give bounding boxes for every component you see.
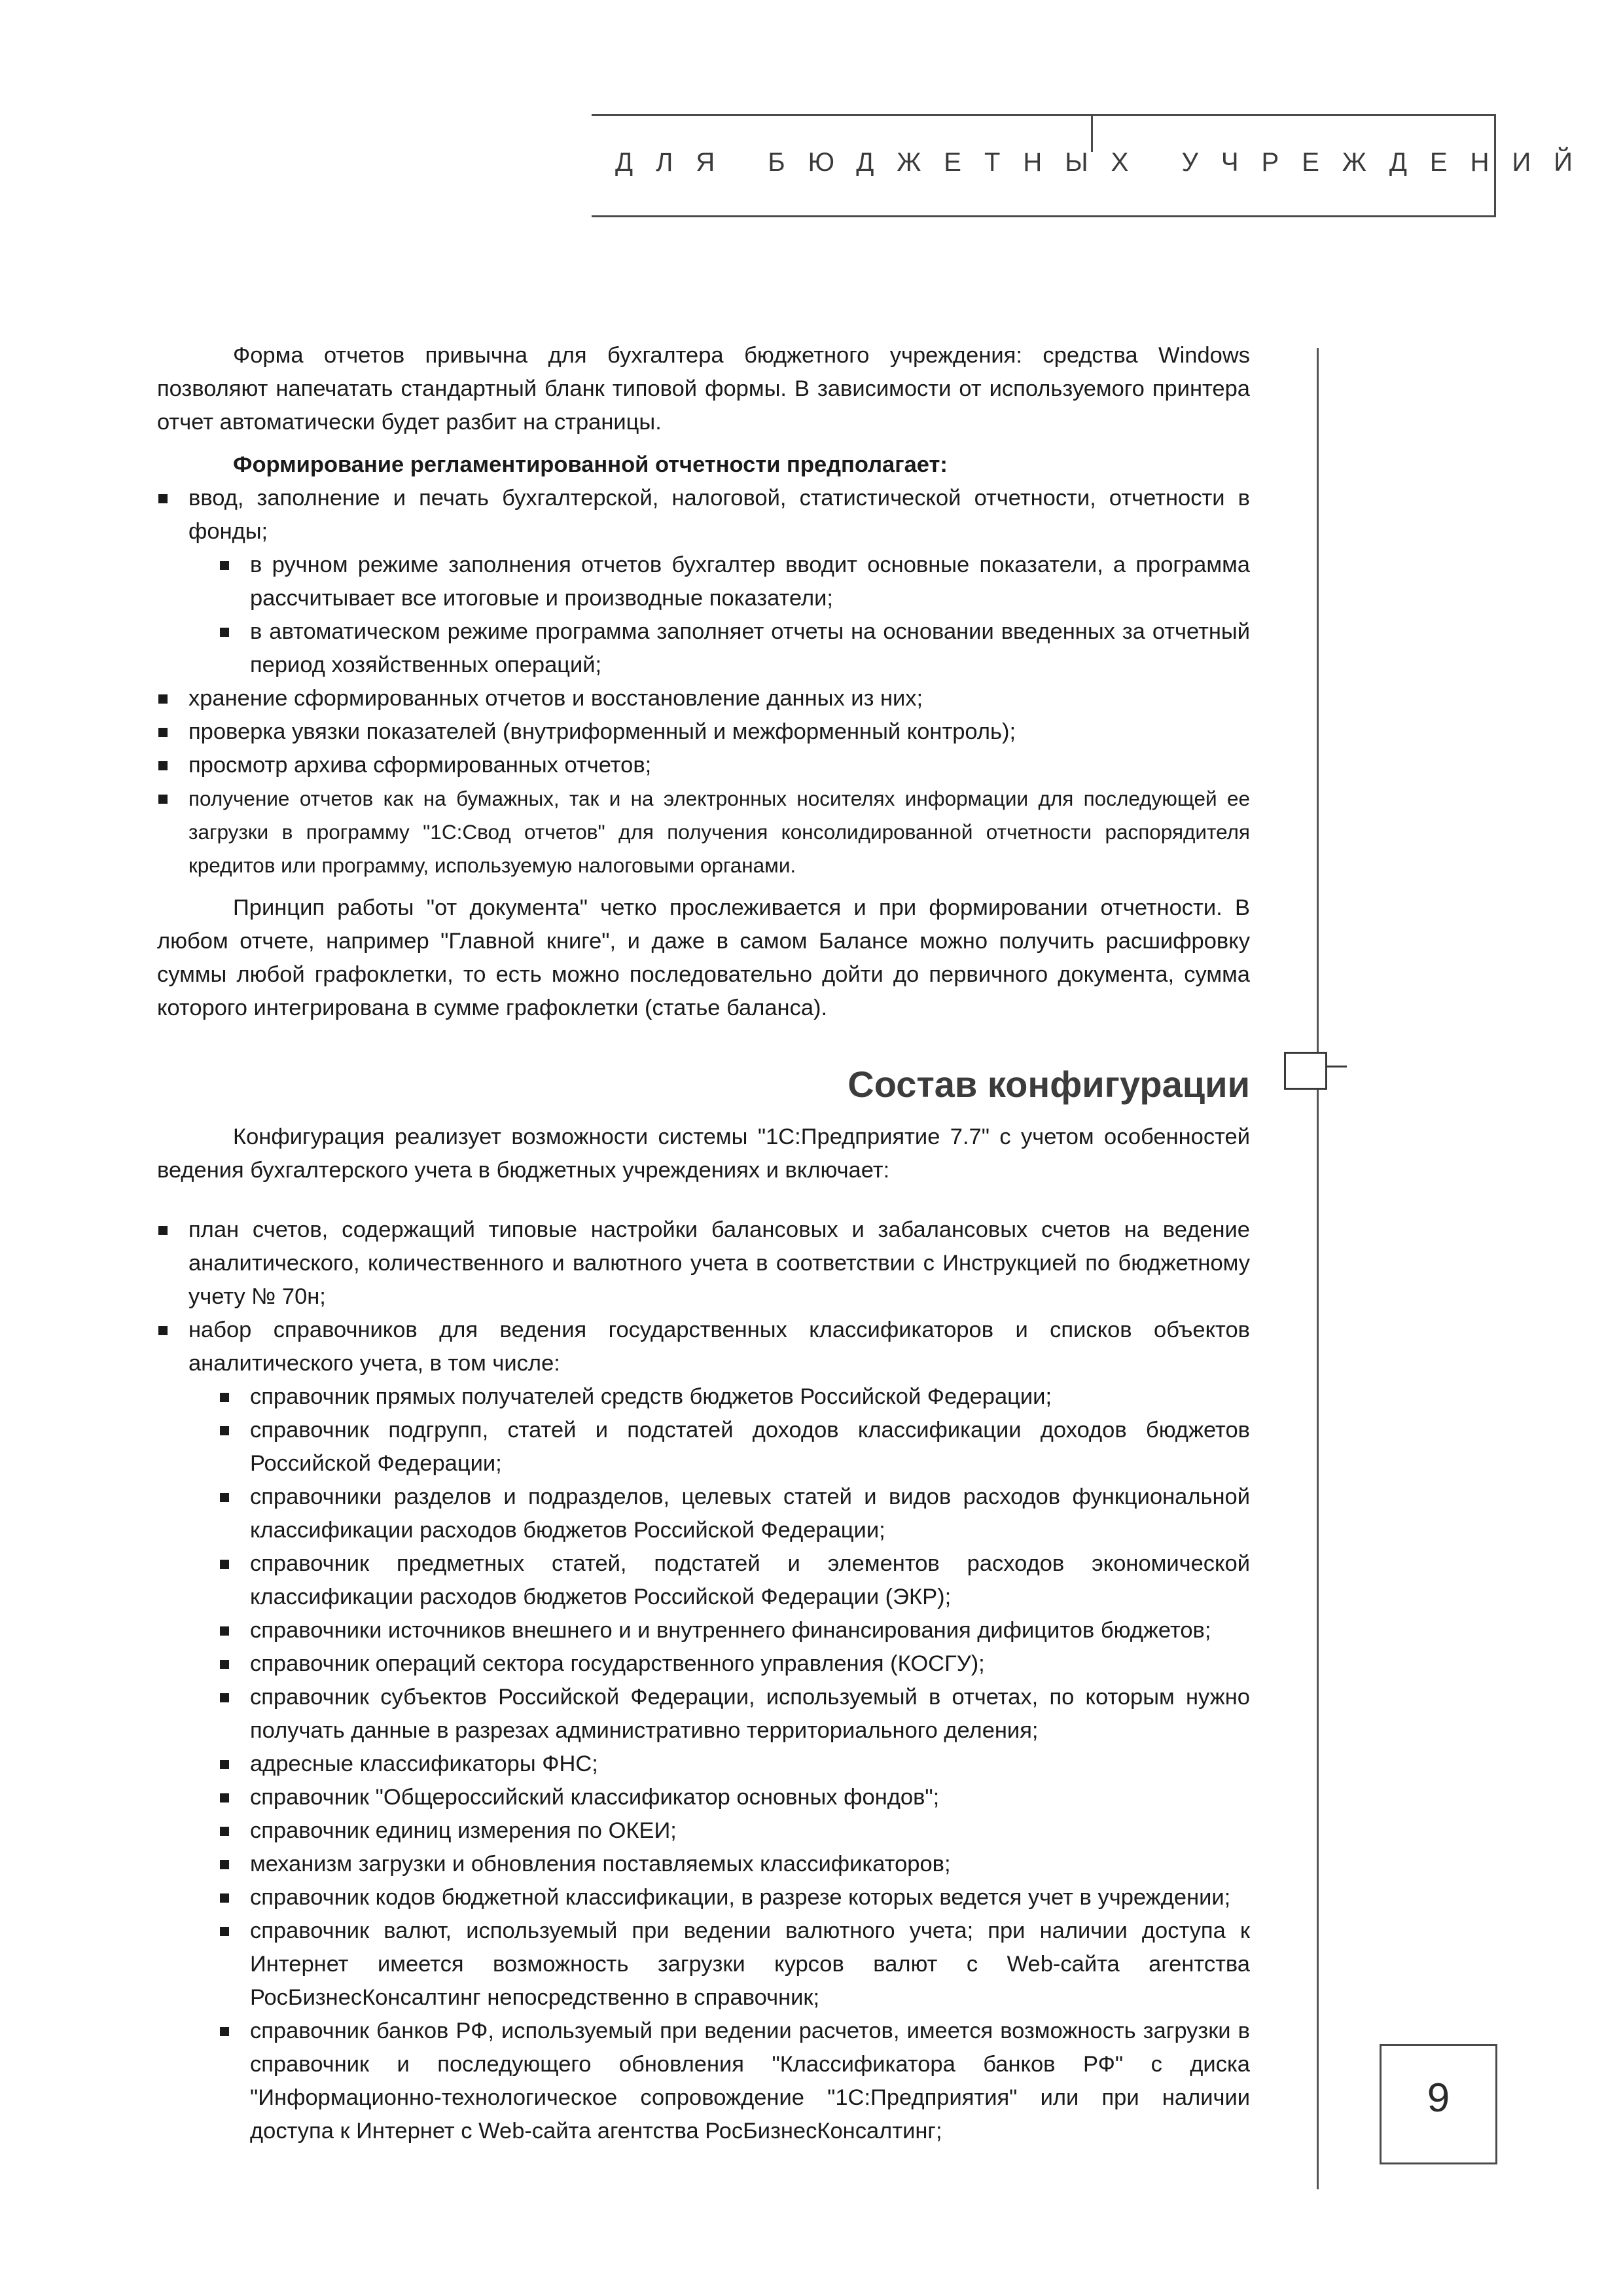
list-item	[157, 1314, 1250, 2148]
sub-list	[219, 1380, 1250, 2148]
running-header: ДЛЯ БЮДЖЕТНЫХ УЧРЕЖДЕНИЙ	[615, 148, 1596, 177]
section-marker	[1284, 1052, 1327, 1090]
principle-paragraph: Принцип работы "от документа" четко прослеживается и при формировании отчетности. В любом отчете, например "Главной книге", и даже в самом Балансе можно получить расшифровку суммы любой графоклетки, то есть можно последовательно дойти до первичного документа, сумма которого интегрирована в сумме графоклетки (статье баланса).	[157, 895, 1250, 1020]
list-item: адресные классификаторы ФНС;	[219, 1748, 1250, 1781]
list-item: в ручном режиме заполнения отчетов бухгалтер вводит основные показатели, а программа рассчитывает все итоговые и производные показатели;	[219, 548, 1250, 615]
list-item: справочник единиц измерения по ОКЕИ;	[219, 1814, 1250, 1848]
list-item: справочник кодов бюджетной классификации, в разрезе которых ведется учет в учреждении;	[219, 1881, 1250, 1914]
intro-paragraph: Форма отчетов привычна для бухгалтера бюджетного учреждения: средства Windows позволяют напечатать стандартный бланк типовой формы. В зависимости от используемого принтера отчет автоматически будет разбит на страницы.	[157, 343, 1250, 435]
list-item: справочник операций сектора государственного управления (КОСГУ);	[219, 1647, 1250, 1681]
list-item: справочник банков РФ, используемый при ведении расчетов, имеется возможность загрузки в справочник и последующего обновления "Классификатора банков РФ" с диска "Информационно-технологическое сопровождение "1С:Предприятия" или при наличии доступа к Интернет с Web-сайта агентства РосБизнесКонсалтинг;	[219, 2015, 1250, 2148]
list-item: справочник прямых получателей средств бюджетов Российской Федерации;	[219, 1380, 1250, 1414]
list-item: хранение сформированных отчетов и восстановление данных из них;	[157, 682, 1250, 715]
list-item: получение отчетов как на бумажных, так и на электронных носителях информации для последующей ее загрузки в программу "1С:Свод отчетов" для получения консолидированной отчетности распорядителя кредитов или программу, используемую налоговыми органами.	[157, 782, 1250, 882]
list-item: справочник предметных статей, подстатей и элементов расходов экономической классификации расходов бюджетов Российской Федерации (ЭКР);	[219, 1547, 1250, 1614]
list-item: справочники разделов и подразделов, целевых статей и видов расходов функциональной классификации расходов бюджетов Российской Федерации;	[219, 1480, 1250, 1547]
margin-rule-top	[1317, 348, 1319, 1052]
page-body	[157, 339, 1250, 2148]
list-item-text: ввод, заполнение и печать бухгалтерской, налоговой, статистической отчетности, отчетности в фонды;	[188, 486, 1250, 544]
list-item: в автоматическом режиме программа заполняет отчеты на основании введенных за отчетный период хозяйственных операций;	[219, 615, 1250, 682]
list-item: проверка увязки показателей (внутриформенный и межформенный контроль);	[157, 715, 1250, 749]
section-title: Состав конфигурации	[847, 1064, 1250, 1105]
list-item: просмотр архива сформированных отчетов;	[157, 749, 1250, 782]
list-item: справочник подгрупп, статей и подстатей доходов классификации доходов бюджетов Российской Федерации;	[219, 1414, 1250, 1480]
list-item: механизм загрузки и обновления поставляемых классификаторов;	[219, 1848, 1250, 1881]
list-item: справочники источников внешнего и и внутреннего финансирования дифицитов бюджетов;	[219, 1614, 1250, 1647]
header-divider	[1091, 114, 1093, 152]
list-item: справочник "Общероссийский классификатор основных фондов";	[219, 1781, 1250, 1814]
list-item: справочник валют, используемый при ведении валютного учета; при наличии доступа к Интернет имеется возможность загрузки курсов валют с Web-сайта агентства РосБизнесКонсалтинг непосредственно в справочник;	[219, 1914, 1250, 2015]
margin-rule-bottom	[1317, 1090, 1319, 2189]
list-item-text: набор справочников для ведения государственных классификаторов и списков объектов аналитического учета, в том числе:	[188, 1318, 1250, 1376]
sub-list	[219, 548, 1250, 682]
reporting-heading: Формирование регламентированной отчетности предполагает:	[233, 452, 948, 477]
page-number: 9	[1427, 2075, 1450, 2121]
config-list	[157, 1213, 1250, 2148]
list-item	[157, 482, 1250, 682]
config-paragraph: Конфигурация реализует возможности системы "1С:Предприятие 7.7" с учетом особенностей ведения бухгалтерского учета в бюджетных учреждениях и включает:	[157, 1124, 1250, 1183]
list-item: план счетов, содержащий типовые настройки балансовых и забалансовых счетов на ведение аналитического, количественного и валютного учета в соответствии с Инструкцией по бюджетному учету № 70н;	[157, 1213, 1250, 1314]
reporting-list	[157, 482, 1250, 882]
section-marker-tick	[1327, 1066, 1347, 1067]
list-item: справочник субъектов Российской Федерации, используемый в отчетах, по которым нужно получать данные в разрезах административно территориального деления;	[219, 1681, 1250, 1748]
